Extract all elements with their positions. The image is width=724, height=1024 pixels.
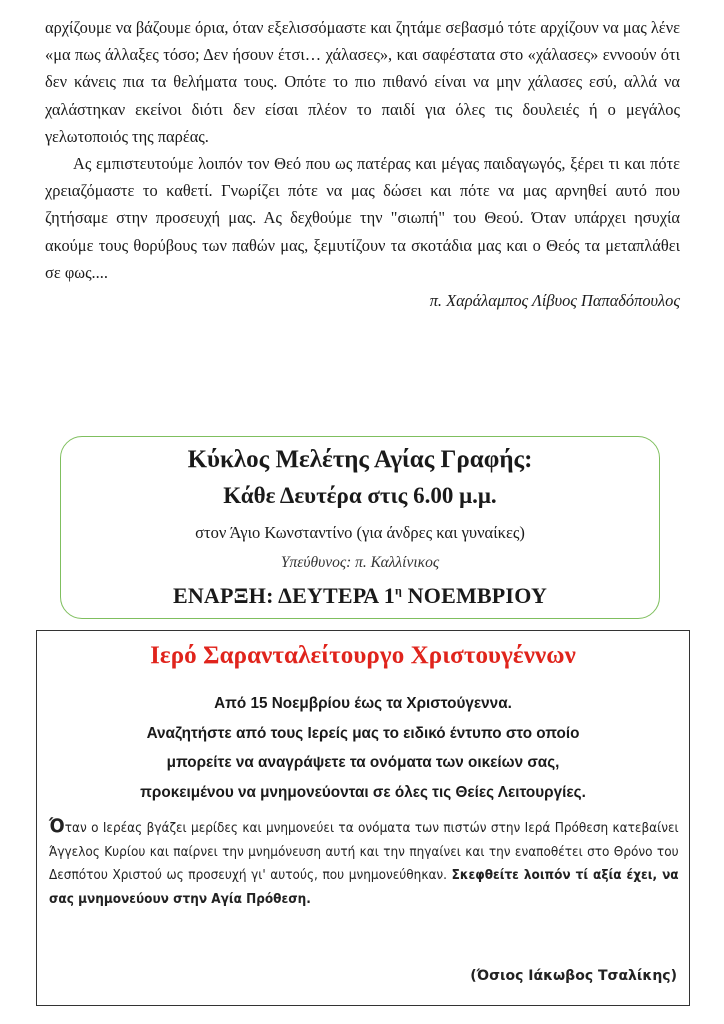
details-line: Από 15 Νοεμβρίου έως τα Χριστούγεννα. [214, 695, 512, 712]
article-paragraph-2: Ας εμπιστευτούμε λοιπόν τον Θεό που ως πατέρας και μέγας παιδαγωγός, ξέρει τι και πότε χρειαζόμαστε το καθετί. Γνωρίζει πότε να μας δώσει και πότε να μας αρνηθεί αυτό που ζητήσαμε στην προσευχή μας. Ας δεχθούμε την "σιωπή" του Θεού. Όταν υπάρχει ησυχία ακούμε τους θορύβους των παθών μας, ξεμυτίζουν τα σκοτάδια μας και ο Θεός τα μεταπλάθει σε φως.... [45, 154, 680, 282]
details-line: προκειμένου να μνημονεύονται σε όλες τις Θείες Λειτουργίες. [140, 783, 586, 801]
bible-study-start-date [61, 583, 659, 609]
bible-study-schedule: Κάθε Δευτέρα στις 6.00 μ.μ. [223, 483, 497, 508]
bible-study-title: Κύκλος Μελέτης Αγίας Γραφής: [187, 446, 533, 473]
quote-text: ταν ο Ιερέας βγάζει μερίδες και μνημονεύει τα ονόματα των πιστών στην Ιερά Πρόθεση κατεβαίνει Άγγελος Κυρίου και παίρνει την μνημόνευση αυτή και την πηγαίνει και την εναποθέτει στο Θρόνο του Δεσπότου Χριστού ως προσευχή γι' αυτούς, που μνημονεύθηκαν. [49, 821, 679, 883]
quote-initial: Ό [49, 815, 65, 837]
article-signature: π. Χαράλαμπος Λίβυος Παπαδόπουλος [429, 291, 680, 311]
details-line: μπορείτε να αναγράψετε τα ονόματα των οικείων σας, [166, 754, 560, 771]
bible-study-responsible: Υπεύθυνος: π. Καλλίνικος [280, 554, 440, 571]
saint-quote [49, 817, 679, 911]
start-date-ordinal: η [394, 583, 402, 598]
start-date-prefix: ΕΝΑΡΞΗ: ΔΕΥΤΕΡΑ 1 [172, 583, 395, 608]
quote-emphasis: Σκεφθείτε λοιπόν τί αξία έχει, να σας μνημονεύουν στην Αγία Πρόθεση. [49, 868, 679, 907]
forty-liturgies-details [47, 689, 679, 807]
article-paragraph-1: αρχίζουμε να βάζουμε όρια, όταν εξελισσόμαστε και ζητάμε σεβασμό τότε αρχίζουν να μας λένε «μα πως άλλαξες τόσο; Δεν ήσουν έτσι… χάλασες», και σαφέστατα στο «χάλασες» εννοούν ότι δεν κάνεις πια τα θελήματα τους. Οπότε το πιο πιθανό είναι να μην χάλασες εσύ, αλλά να χαλάστηκαν εκείνοι διότι δεν είσαι πλέον το παιδί για όλες τις δουλειές ή ο μεγάλος γελωτοποιός της παρέας. [45, 18, 680, 146]
article-text [45, 14, 680, 314]
quote-author: (Όσιος Ιάκωβος Τσαλίκης) [470, 968, 677, 984]
details-line: Αναζητήστε από τους Ιερείς μας το ειδικό έντυπο στο οποίο [146, 724, 580, 742]
bible-study-location: στον Άγιο Κωνσταντίνο (για άνδρες και γυναίκες) [195, 523, 525, 542]
forty-liturgies-title: Ιερό Σαρανταλείτουργο Χριστουγέννων [150, 642, 576, 669]
forty-liturgies-announcement [36, 630, 690, 1006]
bible-study-announcement [60, 436, 660, 619]
start-date-suffix: ΝΟΕΜΒΡΙΟΥ [401, 583, 548, 608]
